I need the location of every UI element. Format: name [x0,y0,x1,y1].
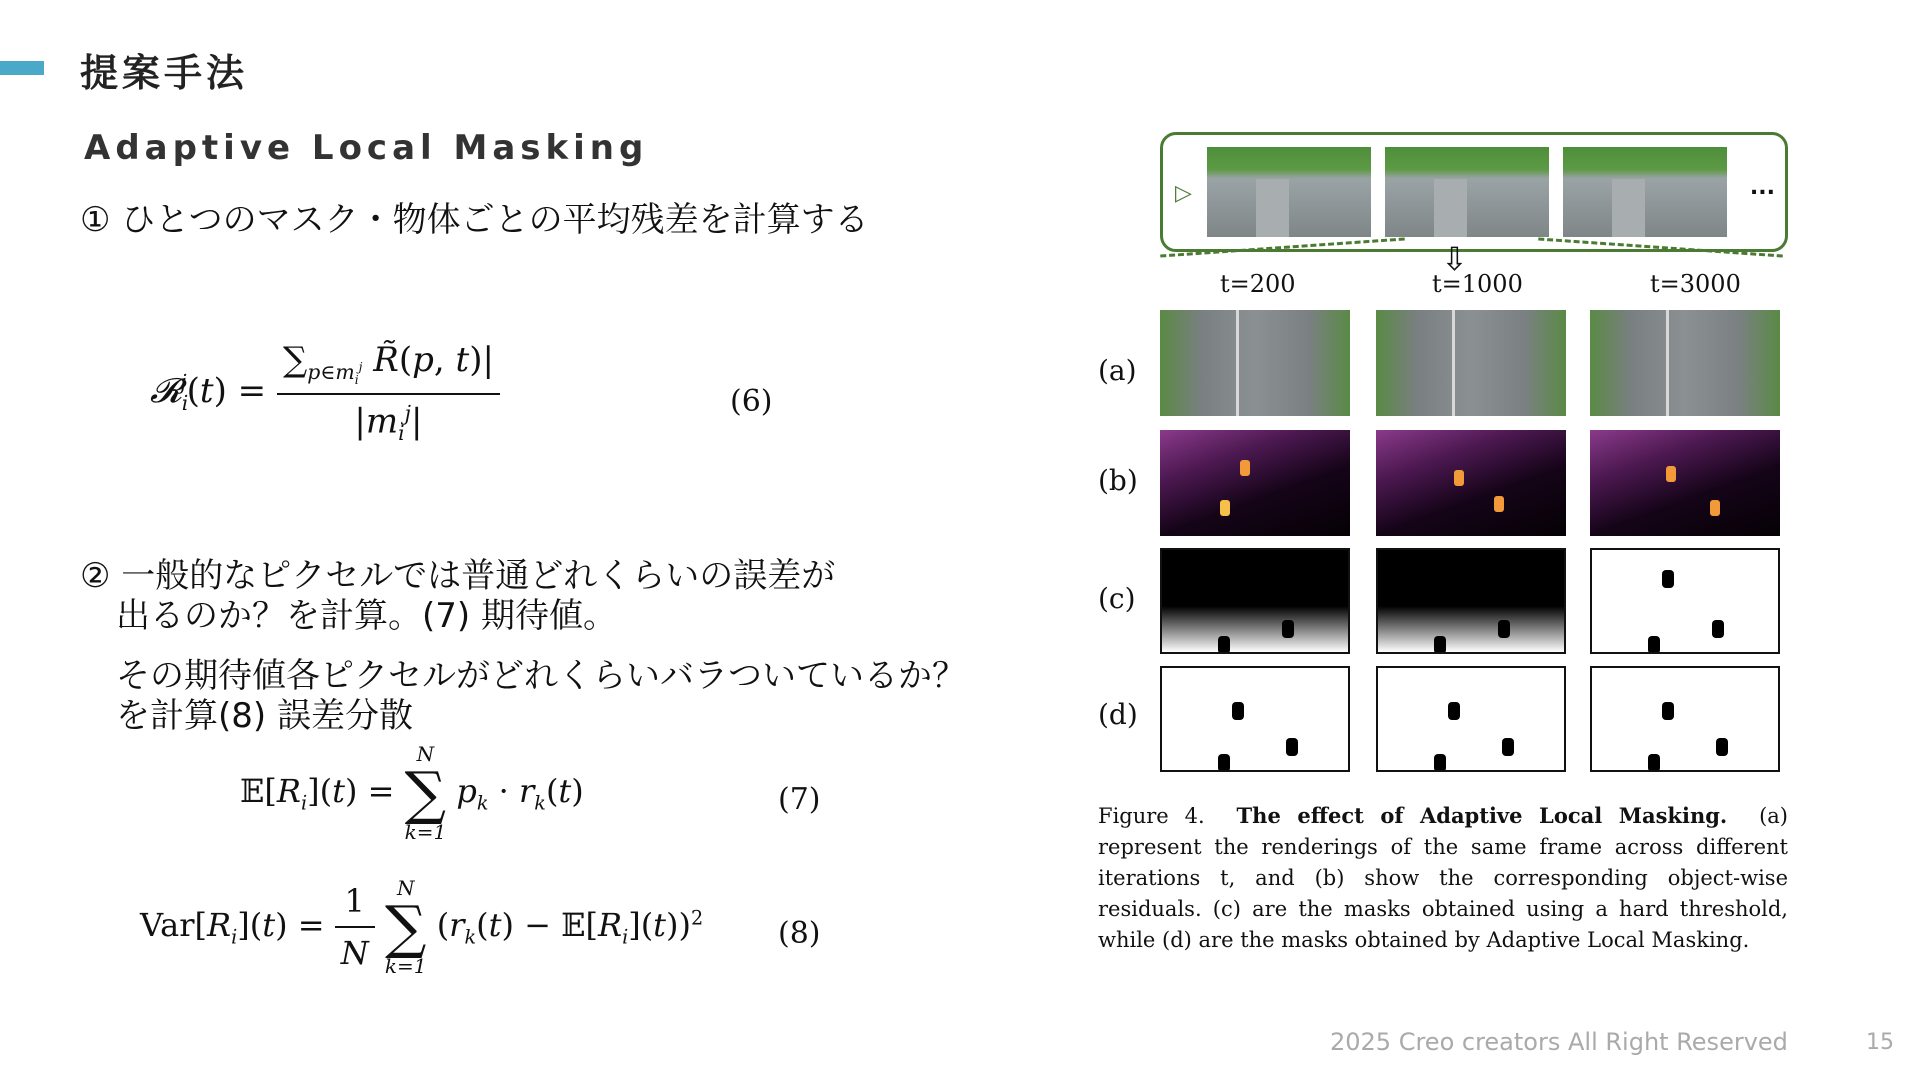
row-label-a: (a) [1098,354,1137,387]
equation-8: $Var[R_i](t)$ = $\frac{1}{N}$ N ∑ k=1 ($r_k(t)$ − $𝔼[R_i](t))^2$ (8) [140,876,821,978]
caption-rest: (a) represent the renderings of the same frame across different iterations t, and (b) show the corresponding object-wise residuals. (c) are the masks obtained using a hard threshold, while (d) are the masks obtained by Adaptive Local Masking. [1098,804,1788,952]
equation-7: $𝔼[R_i](t)$ = N ∑ k=1 $p_k \cdot r_k(t)$ (7) [240,742,821,844]
rendering-t3000 [1590,310,1780,416]
bullet-3 [116,656,966,736]
caption-bold: The effect of Adaptive Local Masking. [1236,803,1728,828]
figure-4 [1098,128,1798,978]
page-number: 15 [1866,1030,1894,1055]
row-label-b: (b) [1098,464,1138,497]
bullet-2-line-2: 出るのか？を計算。(7) 期待値。 [116,596,617,636]
equation-6: 𝓡$_i^j$(t) = $\frac{\sum_{p\in m_i^j} R̃(p, t)|}{|m_i^j|}$ (6) [150,340,773,445]
row-label-d: (d) [1098,698,1138,731]
title-accent-bar [0,61,44,75]
bullet-3-line-1: その期待値各ピクセルがどれくらいバラついているか？ [116,656,966,696]
adaptive-mask-t1000 [1376,666,1566,772]
rendering-t1000 [1376,310,1566,416]
video-frames-box [1160,132,1788,252]
figure-caption [1098,800,1788,956]
equation-8-number: (8) [778,916,821,951]
rendering-t200 [1160,310,1350,416]
residual-t200 [1160,430,1350,536]
residual-t1000 [1376,430,1566,536]
bullet-2-line-1: ② 一般的なピクセルでは普通どれくらいの誤差が [80,556,836,596]
video-frame-2 [1385,147,1549,237]
play-icon: ▷ [1175,181,1192,206]
equation-6-number: (6) [730,384,773,419]
bullet-2 [80,556,835,636]
slide-title: 提案手法 [80,51,249,95]
equation-7-number: (7) [778,782,821,817]
hard-threshold-mask-t200 [1160,548,1350,654]
adaptive-mask-t200 [1160,666,1350,772]
video-frame-3 [1563,147,1727,237]
hard-threshold-mask-t1000 [1376,548,1566,654]
caption-prefix: Figure 4. [1098,804,1205,828]
slide-subtitle: Adaptive Local Masking [84,128,649,168]
more-frames-ellipsis: ... [1749,175,1775,200]
bullet-1: ① ひとつのマスク・物体ごとの平均残差を計算する [80,200,869,240]
adaptive-mask-t3000 [1590,666,1780,772]
time-label-1000: t=1000 [1432,270,1523,298]
bullet-3-line-2: を計算(8) 誤差分散 [116,696,413,736]
video-frame-1 [1207,147,1371,237]
hard-threshold-mask-t3000 [1590,548,1780,654]
copyright-footer: 2025 Creo creators All Right Reserved [1330,1028,1788,1056]
residual-t3000 [1590,430,1780,536]
row-label-c: (c) [1098,582,1136,615]
down-arrow-icon: ⇩ [1441,240,1468,278]
time-label-3000: t=3000 [1650,270,1741,298]
time-label-200: t=200 [1220,270,1296,298]
